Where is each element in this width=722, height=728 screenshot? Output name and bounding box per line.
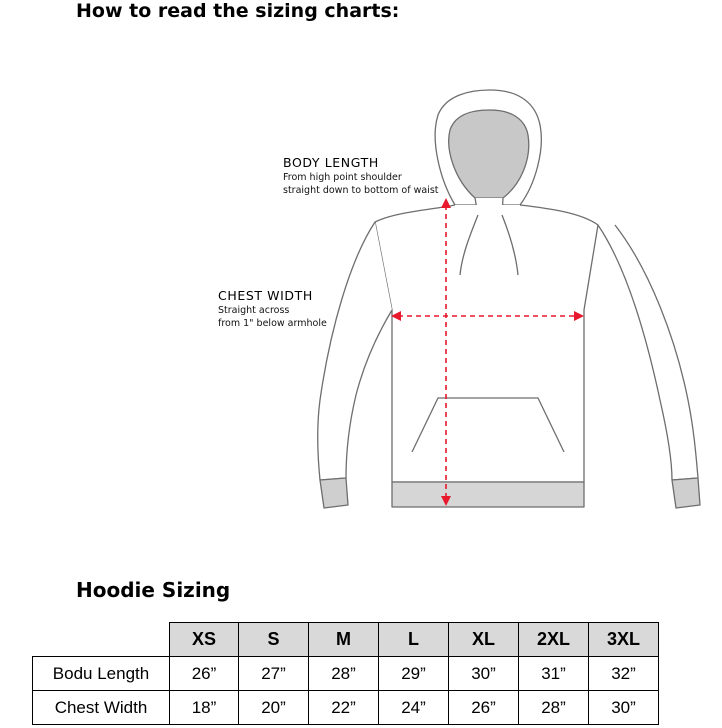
waistband xyxy=(392,482,584,507)
size-header-xs: XS xyxy=(170,623,239,657)
table-cell: 30” xyxy=(449,657,519,691)
left-sleeve xyxy=(318,222,392,480)
table-cell: 28” xyxy=(519,691,589,725)
size-header-xl: XL xyxy=(449,623,519,657)
chest-width-annotation xyxy=(218,288,327,330)
table-row xyxy=(33,691,659,725)
body-length-desc-1: From high point shoulder xyxy=(283,172,402,183)
table-cell: 32” xyxy=(589,657,659,691)
body-length-title: BODY LENGTH xyxy=(283,155,379,170)
table-cell: 26” xyxy=(170,657,239,691)
table-cell: 18” xyxy=(170,691,239,725)
chest-width-desc-1: Straight across xyxy=(218,305,290,316)
body-length-annotation xyxy=(283,155,439,197)
table-cell: 20” xyxy=(239,691,309,725)
table-cell: 27” xyxy=(239,657,309,691)
table-cell: 24” xyxy=(379,691,449,725)
size-header-s: S xyxy=(239,623,309,657)
chest-width-title: CHEST WIDTH xyxy=(218,288,313,303)
size-header-3xl: 3XL xyxy=(589,623,659,657)
corner-cell xyxy=(33,623,170,657)
size-header-m: M xyxy=(309,623,379,657)
table-cell: 26” xyxy=(449,691,519,725)
table-cell: 30” xyxy=(589,691,659,725)
table-cell: 28” xyxy=(309,657,379,691)
torso-outline xyxy=(375,205,598,482)
chest-width-desc-2: from 1" below armhole xyxy=(218,318,327,329)
page-heading: How to read the sizing charts: xyxy=(76,0,400,22)
table-cell: 22” xyxy=(309,691,379,725)
size-header-2xl: 2XL xyxy=(519,623,589,657)
right-cuff xyxy=(672,478,700,508)
table-row xyxy=(33,657,659,691)
size-header-l: L xyxy=(379,623,449,657)
row-label-body-length: Bodu Length xyxy=(33,657,170,691)
left-cuff xyxy=(320,478,348,508)
table-cell: 29” xyxy=(379,657,449,691)
body-length-arrow-top xyxy=(441,198,451,208)
right-sleeve xyxy=(598,225,698,480)
row-label-chest-width: Chest Width xyxy=(33,691,170,725)
hoodie-sizing-heading: Hoodie Sizing xyxy=(76,578,231,602)
body-length-desc-2: straight down to bottom of waist xyxy=(283,185,439,196)
table-cell: 31” xyxy=(519,657,589,691)
size-header-row xyxy=(33,623,659,657)
sizing-table xyxy=(32,622,659,725)
